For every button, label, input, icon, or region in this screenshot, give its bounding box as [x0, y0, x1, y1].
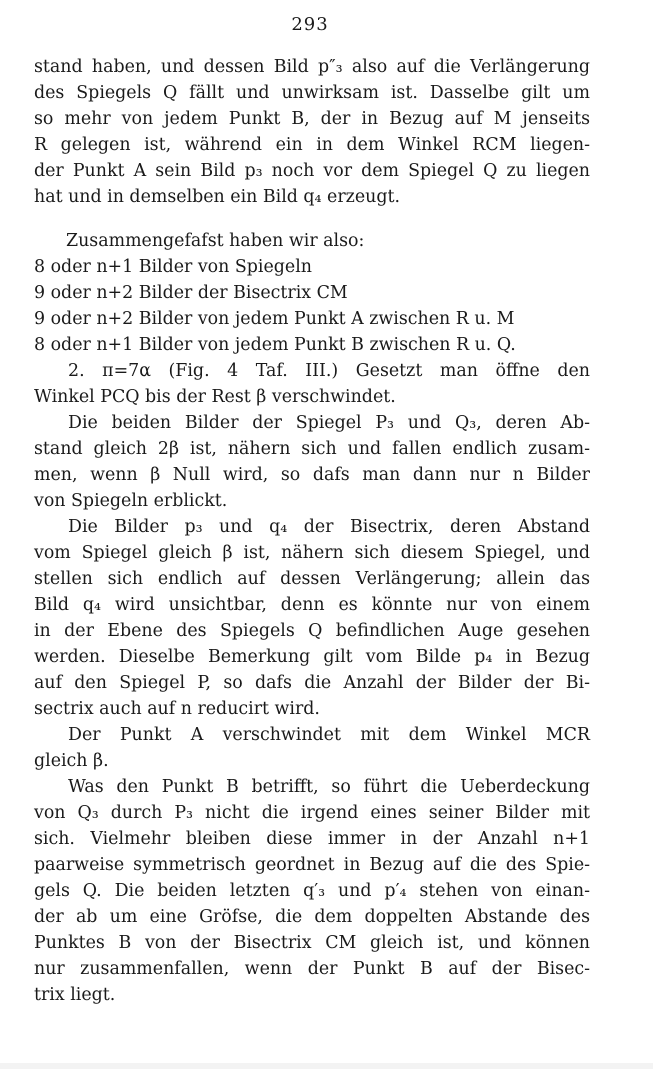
- text-line: in der Ebene des Spiegels Q befindlichen Auge gesehen: [34, 621, 590, 641]
- text-line: Die Bilder p₃ und q₄ der Bisectrix, deren Abstand: [68, 517, 590, 537]
- text-line: sectrix auch auf n reducirt wird.: [34, 699, 320, 719]
- text-line: der ab um eine Gröfse, die dem doppelten Abstande des: [34, 907, 590, 927]
- list-item: 9 oder n+2 Bilder von jedem Punkt A zwischen R u. M: [34, 309, 515, 329]
- page-number: 293: [291, 14, 329, 35]
- page-text: [34, 54, 590, 1008]
- text-line: Zusammengefafst haben wir also:: [66, 231, 365, 251]
- text-line: Bild q₄ wird unsichtbar, denn es könnte nur von einem: [34, 595, 590, 615]
- text-line: 2. π=7α (Fig. 4 Taf. III.) Gesetzt man öffne den: [68, 361, 590, 381]
- text-line: paarweise symmetrisch geordnet in Bezug auf die des Spie-: [34, 855, 590, 875]
- summary-list: [34, 254, 590, 358]
- text-line: stand gleich 2β ist, nähern sich und fallen endlich zusam-: [34, 439, 590, 459]
- text-line: stand haben, und dessen Bild p″₃ also auf die Verlängerung: [34, 57, 590, 77]
- text-line: auf den Spiegel P, so dafs die Anzahl der Bilder der Bi-: [34, 673, 590, 693]
- paragraph: [34, 410, 590, 514]
- text-line: so mehr von jedem Punkt B, der in Bezug auf M jenseits: [34, 109, 590, 129]
- text-line: von Spiegeln erblickt.: [34, 491, 228, 511]
- text-line: sich. Vielmehr bleiben diese immer in der Anzahl n+1: [34, 829, 590, 849]
- text-line: Winkel PCQ bis der Rest β verschwindet.: [34, 387, 396, 407]
- list-item: 8 oder n+1 Bilder von jedem Punkt B zwischen R u. Q.: [34, 335, 516, 355]
- text-line: vom Spiegel gleich β ist, nähern sich diesem Spiegel, und: [34, 543, 590, 563]
- text-line: hat und in demselben ein Bild q₄ erzeugt.: [34, 187, 400, 207]
- text-line: R gelegen ist, während ein in dem Winkel RCM liegen-: [34, 135, 590, 155]
- text-line: Was den Punkt B betrifft, so führt die Ueberdeckung: [68, 777, 590, 797]
- text-line: Punktes B von der Bisectrix CM gleich ist, und können: [34, 933, 590, 953]
- text-line: gels Q. Die beiden letzten q′₃ und p′₄ stehen von einan-: [34, 881, 590, 901]
- text-line: gleich β.: [34, 751, 109, 771]
- paragraph: [34, 774, 590, 1008]
- text-line: Die beiden Bilder der Spiegel P₃ und Q₃, deren Ab-: [68, 413, 590, 433]
- paragraph-continuation: [34, 54, 590, 210]
- text-line: des Spiegels Q fällt und unwirksam ist. Dasselbe gilt um: [34, 83, 590, 103]
- paragraph: [34, 358, 590, 410]
- text-line: von Q₃ durch P₃ nicht die irgend eines seiner Bilder mit: [34, 803, 590, 823]
- summary-heading: [34, 228, 590, 254]
- list-item: 8 oder n+1 Bilder von Spiegeln: [34, 257, 312, 277]
- text-line: nur zusammenfallen, wenn der Punkt B auf der Bisec-: [34, 959, 590, 979]
- text-line: stellen sich endlich auf dessen Verlängerung; allein das: [34, 569, 590, 589]
- text-line: werden. Dieselbe Bemerkung gilt vom Bilde p₄ in Bezug: [34, 647, 590, 667]
- text-line: der Punkt A sein Bild p₃ noch vor dem Spiegel Q zu liegen: [34, 161, 590, 181]
- text-line: men, wenn β Null wird, so dafs man dann nur n Bilder: [34, 465, 590, 485]
- text-line: Der Punkt A verschwindet mit dem Winkel MCR: [68, 725, 590, 745]
- page-bottom-edge: [0, 1063, 653, 1069]
- text-line: trix liegt.: [34, 985, 116, 1005]
- paragraph: [34, 514, 590, 722]
- list-item: 9 oder n+2 Bilder der Bisectrix CM: [34, 283, 348, 303]
- paragraph: [34, 722, 590, 774]
